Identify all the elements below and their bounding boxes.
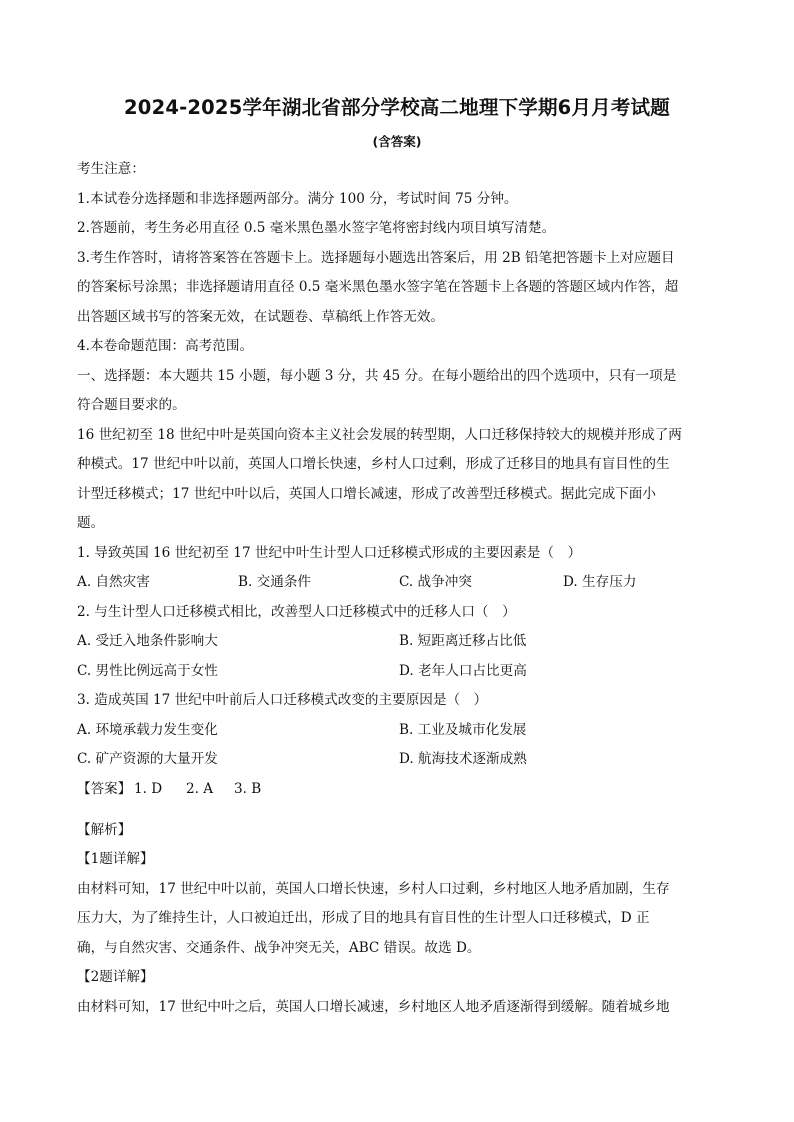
question-option: B. 短距离迁移占比低	[399, 633, 527, 649]
section-instruction: 一、选择题：本大题共 15 小题，每小题 3 分，共 45 分。在每小题给出的四个选项中，只有一项是	[77, 368, 677, 384]
question-option: A. 环境承载力发生变化	[77, 722, 218, 738]
analysis-subheading: 【2题详解】	[77, 969, 154, 985]
answer-item: 1. D	[134, 781, 163, 797]
notice-item: 4.本卷命题范围：高考范围。	[77, 338, 254, 354]
question-option: A. 受迁入地条件影响大	[77, 633, 218, 649]
section-instruction: 符合题目要求的。	[77, 397, 186, 413]
analysis-subheading: 【1题详解】	[77, 851, 154, 867]
question-option: D. 航海技术逐渐成熟	[399, 751, 527, 767]
analysis-line: 压力大，为了维持生计，人口被迫迁出，形成了目的地具有盲目性的生计型人口迁移模式，D 正	[77, 910, 650, 926]
question-option: C. 战争冲突	[399, 574, 472, 590]
notice-item: 的答案标号涂黑；非选择题请用直径 0.5 毫米黑色墨水签字笔在答题卡上各题的答题区域内作答，超	[77, 279, 679, 295]
passage-line: 计型迁移模式；17 世纪中叶以后，英国人口增长减速，形成了改善型迁移模式。据此完成下面小	[77, 486, 656, 502]
question-stem: 1. 导致英国 16 世纪初至 17 世纪中叶生计型人口迁移模式形成的主要因素是（ ）	[77, 545, 582, 561]
analysis-line: 由材料可知，17 世纪中叶以前，英国人口增长快速，乡村人口过剩，乡村地区人地矛盾加剧，生存	[77, 881, 670, 897]
question-option: A. 自然灾害	[77, 574, 150, 590]
passage-line: 题。	[77, 515, 105, 531]
question-option: D. 生存压力	[563, 574, 637, 590]
notice-heading: 考生注意：	[77, 161, 145, 177]
passage-line: 16 世纪初至 18 世纪中叶是英国向资本主义社会发展的转型期，人口迁移保持较大的规模并形成了两	[77, 427, 682, 443]
question-option: D. 老年人口占比更高	[399, 663, 527, 679]
question-stem: 3. 造成英国 17 世纪中叶前后人口迁移模式改变的主要原因是（ ）	[77, 692, 488, 708]
question-option: B. 工业及城市化发展	[399, 722, 527, 738]
analysis-line: 由材料可知，17 世纪中叶之后，英国人口增长减速，乡村地区人地矛盾逐渐得到缓解。随着城乡地	[77, 999, 670, 1015]
analysis-line: 确，与自然灾害、交通条件、战争冲突无关，ABC 错误。故选 D。	[77, 940, 481, 956]
question-option: C. 男性比例远高于女性	[77, 663, 218, 679]
question-option: C. 矿产资源的大量开发	[77, 751, 218, 767]
notice-item: 出答题区域书写的答案无效，在试题卷、草稿纸上作答无效。	[77, 309, 445, 325]
question-option: B. 交通条件	[238, 574, 312, 590]
notice-item: 1.本试卷分选择题和非选择题两部分。满分 100 分，考试时间 75 分钟。	[77, 191, 518, 207]
passage-line: 种模式。17 世纪中叶以前，英国人口增长快速，乡村人口过剩，形成了迁移目的地具有盲目性的生	[77, 456, 670, 472]
notice-item: 3.考生作答时，请将答案答在答题卡上。选择题每小题选出答案后，用 2B 铅笔把答题卡上对应题目	[77, 250, 675, 266]
notice-item: 2.答题前，考生务必用直径 0.5 毫米黑色墨水签字笔将密封线内项目填写清楚。	[77, 220, 556, 236]
answer-label: 【答案】	[77, 781, 132, 797]
page-title: 2024-2025学年湖北省部分学校高二地理下学期6月月考试题	[124, 96, 670, 119]
question-stem: 2. 与生计型人口迁移模式相比，改善型人口迁移模式中的迁移人口（ ）	[77, 604, 516, 620]
analysis-heading: 【解析】	[77, 822, 132, 838]
answer-item: 3. B	[234, 781, 262, 797]
page-subtitle: (含答案)	[372, 134, 422, 149]
answer-item: 2. A	[186, 781, 214, 797]
